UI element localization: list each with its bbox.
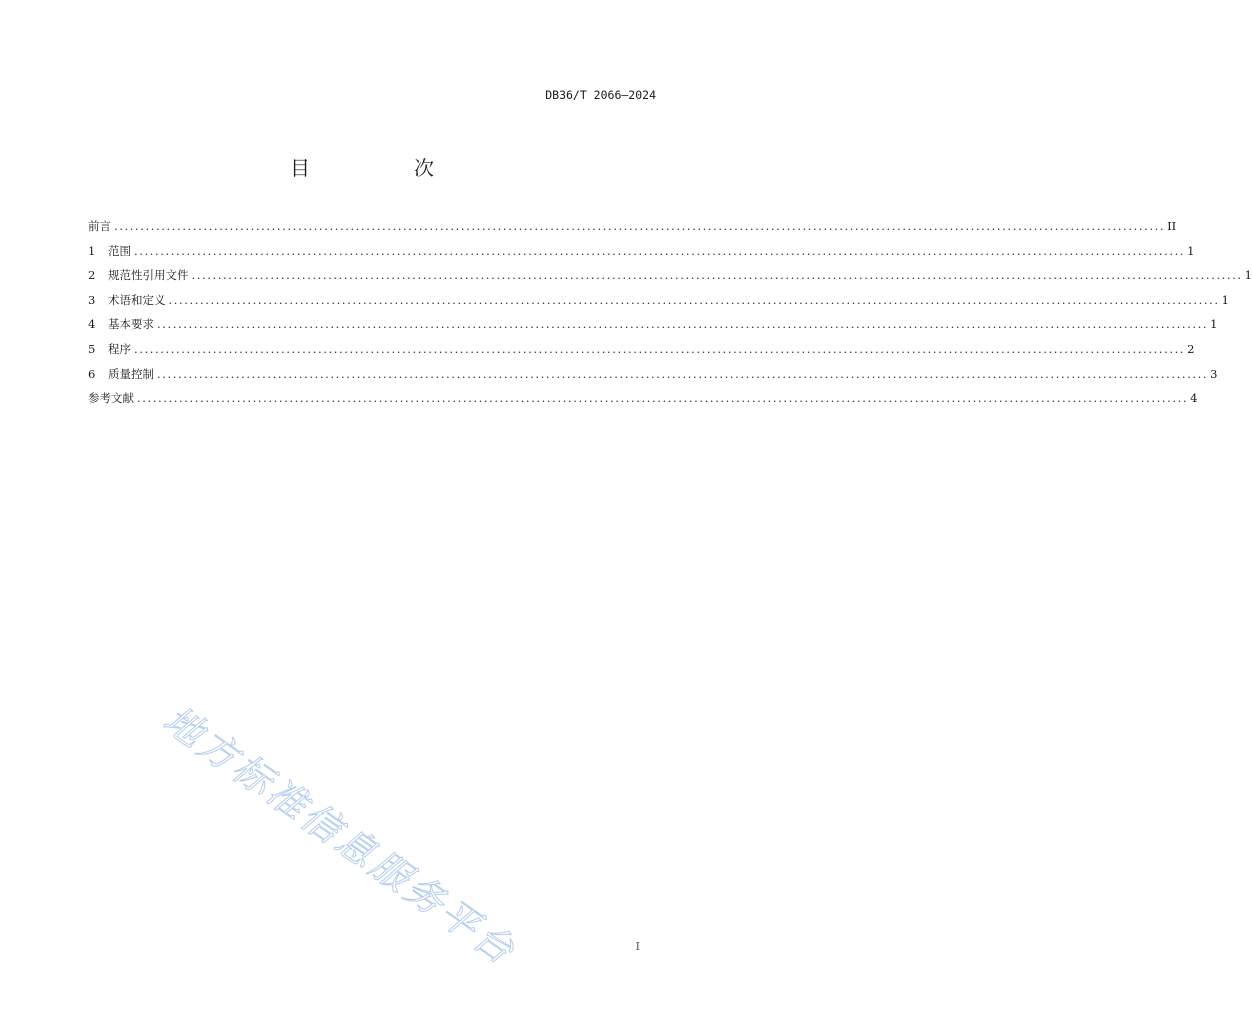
toc-leader-dots: ........................................................................................................................................................................................................ — [168, 292, 1220, 307]
toc-entry-page: 2 — [1187, 341, 1195, 356]
toc-entry-text: 术语和定义 — [108, 292, 166, 307]
toc-entry-text: 参考文献 — [88, 391, 134, 406]
toc-entry-page: 4 — [1190, 391, 1198, 406]
toc-entry-page: 1 — [1244, 268, 1252, 283]
toc-leader-dots: ........................................................................................................................................................................................................ — [157, 366, 1209, 381]
toc-entry-text: 质量控制 — [108, 366, 154, 381]
toc-entry-number: 6 — [88, 366, 96, 381]
toc-entry-scope[interactable] — [88, 243, 1195, 268]
watermark: 地方标准信息服务平台 — [155, 697, 525, 975]
page-number: I — [635, 940, 640, 953]
toc-entry-number: 2 — [88, 268, 96, 283]
standard-code: DB36/T 2066—2024 — [545, 88, 656, 102]
toc-entry-number: 1 — [88, 243, 96, 258]
toc-entry-number: 3 — [88, 292, 96, 307]
toc-entry-number: 5 — [88, 341, 96, 356]
toc-entry-terms-definitions[interactable] — [88, 292, 1229, 317]
toc-title: 目 次 — [290, 156, 476, 180]
toc-entry-normative-references[interactable] — [88, 267, 1252, 292]
toc-entry-text: 基本要求 — [108, 317, 154, 332]
toc-entry-text: 规范性引用文件 — [108, 268, 189, 283]
toc-list — [88, 218, 1252, 415]
toc-entry-text: 范围 — [108, 243, 131, 258]
toc-entry-basic-requirements[interactable] — [88, 316, 1218, 341]
toc-leader-dots: ........................................................................................................................................................................................................ — [157, 317, 1209, 332]
toc-leader-dots: ........................................................................................................................................................................................................ — [134, 341, 1186, 356]
toc-entry-foreword[interactable] — [88, 218, 1177, 243]
toc-entry-page: 1 — [1221, 292, 1229, 307]
toc-entry-bibliography[interactable] — [88, 390, 1198, 415]
toc-entry-text: 程序 — [108, 341, 131, 356]
toc-leader-dots: ........................................................................................................................................................................................................ — [191, 268, 1243, 283]
toc-leader-dots: ........................................................................................................................................................................................................ — [137, 391, 1189, 406]
toc-entry-number: 4 — [88, 317, 96, 332]
toc-leader-dots: ........................................................................................................................................................................................................ — [114, 219, 1166, 233]
toc-entry-text: 前言 — [88, 219, 111, 233]
toc-entry-page: 1 — [1187, 243, 1195, 258]
toc-entry-quality-control[interactable] — [88, 366, 1218, 391]
toc-entry-page: II — [1167, 219, 1177, 233]
toc-leader-dots: ........................................................................................................................................................................................................ — [134, 243, 1186, 258]
toc-entry-page: 1 — [1210, 317, 1218, 332]
toc-entry-page: 3 — [1210, 366, 1218, 381]
toc-entry-procedure[interactable] — [88, 341, 1195, 366]
